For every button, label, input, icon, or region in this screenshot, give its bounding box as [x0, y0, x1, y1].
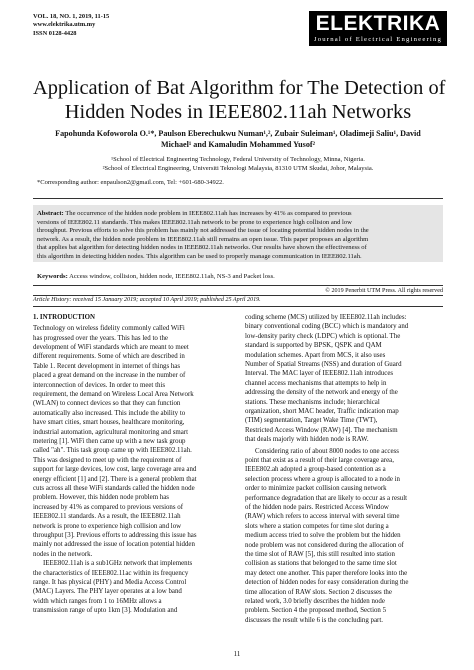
- body-line: (MAC) Layers. The PHY layer operates at a low band: [33, 588, 182, 596]
- body-line: selection process where a group is allocated to a node in: [245, 475, 400, 483]
- body-line: industrial automation, agricultural monitoring and smart: [33, 428, 189, 436]
- body-line: nodes in the network.: [33, 550, 93, 558]
- body-line: organization, short MAC header, Traffic indication map: [245, 408, 399, 415]
- logo-name: ELEKTRIKA: [315, 12, 441, 35]
- journal-logo: [309, 11, 447, 46]
- copyright-notice: © 2019 Penerbit UTM Press. All rights reserved: [325, 288, 443, 294]
- abstract-line: versions of IEEE802.11 standards. This makes IEEE802.11ah network to be prone to experience high collision and low: [37, 218, 352, 226]
- keywords-label: Keywords:: [37, 273, 68, 280]
- author-line: Michael¹ and Kamaludin Mohammed Yusof²: [160, 139, 315, 149]
- body-line: modulation schemes. Apart from MCS, it also uses: [245, 351, 386, 359]
- body-line: low-density parity check (LDPC) which is optional. The: [245, 332, 401, 340]
- body-line: range. It has physical (PHY) and Media Access Control: [33, 579, 187, 586]
- issn-info: ISSN 0128-4428: [33, 29, 77, 37]
- body-line: throughput [3]. Previous efforts to addressing this issue has: [33, 532, 197, 539]
- abstract-text: The occurrence of the hidden node problem in IEEE802.11ah has increases by 41% as compared to previous: [65, 210, 352, 217]
- body-line: support for large devices, low cost, large coverage area and: [33, 466, 197, 474]
- title-line: Application of Bat Algorithm for The Detection of: [33, 77, 446, 99]
- body-line: Number of Spatial Streams (NSS) and duration of Guard: [245, 361, 402, 368]
- body-line: may detect one another. This paper therefore looks into the: [245, 569, 408, 577]
- page-number: 11: [233, 650, 241, 658]
- body-line: of the hidden node pairs. Restricted Access Window: [245, 504, 389, 511]
- body-line: binary conventional coding (BCC) which is mandatory and: [245, 323, 409, 331]
- body-line: discusses the result while 6 is the concluding part.: [245, 616, 383, 624]
- divider: [33, 295, 443, 296]
- body-line: slots where a station competes for time slot during a: [245, 522, 389, 530]
- body-line: node problem was not considered during the allocation of: [245, 541, 404, 549]
- divider: [33, 198, 443, 199]
- volume-info: VOL. 18, NO. 1, 2019, 11-15: [33, 13, 110, 20]
- body-line: coding scheme (MCS) utilized by IEEE802.11ah includes:: [245, 314, 407, 321]
- article-history: Article History: received 15 January 2019; accepted 10 April 2019; published 25 April 2019.: [33, 297, 261, 303]
- body-line: related work, 3.0 briefly describes the hidden node: [245, 598, 385, 605]
- body-line: Table 1. Recent development in internet of things has: [33, 362, 181, 370]
- body-line: energy efficient [1] and [2]. There is a general problem that: [33, 475, 197, 483]
- abstract-line-first: [37, 210, 352, 217]
- body-line: (RAW) which refers to access interval with several time: [245, 513, 400, 521]
- body-line: has progressed over the years. This has led to the: [33, 334, 168, 342]
- body-line: mainly not addressed the issue of location potential hidden: [33, 541, 195, 549]
- body-line: different requirements. Some of which are described in: [33, 353, 185, 361]
- body-line: requirement, the demand on Wireless Local Area Network: [33, 391, 194, 398]
- body-line: the time slot of RAW [5], this still resulted into station: [245, 551, 395, 558]
- body-line: stations. These mechanisms include; hierarchical: [245, 398, 380, 406]
- body-line: point that exist as a result of their large coverage area,: [245, 457, 394, 464]
- body-line: addressing the density of the network and energy of the: [245, 389, 398, 397]
- keywords: [37, 273, 275, 280]
- corresponding-author: *Corresponding author: enpaulson2@gmail.com, Tel: +601-680-34922.: [37, 179, 224, 186]
- section-heading: 1. INTRODUCTION: [33, 314, 96, 321]
- body-line: channel access mechanisms that attempts to help in: [245, 379, 387, 387]
- body-line: detection of hidden nodes for easy consideration during the: [245, 579, 409, 587]
- body-line: This was designed to meet up with the requirement of: [33, 456, 182, 464]
- author-list: [33, 129, 443, 150]
- body-line: problem. Section 4 the proposed method, Section 5: [245, 607, 387, 615]
- body-line: increased by 41% as compared to previous versions of: [33, 503, 184, 511]
- journal-meta: [33, 13, 109, 38]
- affiliations: [60, 155, 416, 173]
- body-line: (TIM) segmentation, Target Wake Time (TWT),: [245, 417, 378, 425]
- abstract-line: that applies bat algorithm for detecting hidden nodes in IEEE802.11ah networks. Our results have shown the effectiveness of: [37, 244, 367, 252]
- body-line: IEEE802.ah adopted a group-based contention as a: [245, 466, 386, 474]
- body-line: metering [1]. WiFi then came up with a new task group: [33, 438, 186, 445]
- body-line: time allocation of RAW slots. Section 2 discusses the: [245, 588, 392, 596]
- body-line: Interval. The MAC layer of IEEE802.11ah introduces: [245, 370, 394, 378]
- body-line: order to minimize packet collision causing network: [245, 485, 387, 493]
- body-line: (WLAN) to connect devices so that they can function: [33, 400, 181, 408]
- body-line: interconnection of devices. In order to meet this: [33, 381, 166, 389]
- body-line: transmission range of upto 1km [3]. Modulation and: [33, 607, 178, 615]
- abstract-line: throughput. Previous efforts to solve this problem has mainly not addressed the issue of locating potential hidden nodes in the: [37, 227, 369, 235]
- body-line: medium access tried to solve the problem but the hidden: [245, 532, 401, 540]
- paper-title: [33, 76, 446, 124]
- logo-subtitle: Journal of Electrical Engineering: [313, 36, 443, 43]
- body-line: performance degradation that are likely to occur as a result: [245, 494, 408, 502]
- body-line: that deals majorly with hidden node is RAW.: [245, 436, 369, 444]
- body-line: development of WiFi standards which are meant to meet: [33, 344, 189, 351]
- body-line: IEEE802.11ah is a sub1GHz network that implements: [43, 560, 193, 568]
- abstract-label: Abstract:: [37, 210, 64, 217]
- body-line: IEEE802.11 standards. As a result, the IEEE802.11ah: [33, 513, 181, 521]
- body-line: problem. However, this hidden node problem has: [33, 494, 169, 502]
- body-line: have smart cities, smart houses, healthcare monitoring,: [33, 419, 185, 427]
- divider: [33, 306, 443, 307]
- keywords-text: Access window, collision, hidden node, IEEE802.11ah, NS-3 and Packet loss.: [69, 273, 275, 280]
- body-line: Considering ratio of about 8000 nodes to one access: [255, 447, 399, 455]
- body-line: the characteristics of IEEE802.11ac within its frequency: [33, 569, 189, 577]
- divider: [33, 285, 443, 286]
- body-line: standard is supported by BPSK, QSPK and QAM: [245, 342, 382, 350]
- affiliation-line: ²School of Electrical Engineering, Universiti Teknologi Malaysia, 81310 UTM Skudai, Johor, Malaysia.: [102, 165, 374, 173]
- body-line: network is prone to experience high collision and low: [33, 522, 182, 530]
- body-line: collision as stations that belonged to the same time slot: [245, 560, 397, 568]
- affiliation-line: ¹School of Electrical Engineering Technology, Federal University of Technology, Minna, Nigeria.: [111, 156, 365, 163]
- author-line: Fapohunda Kofoworola O.¹*, Paulson Eberechukwu Numan¹,², Zubair Suleiman¹, Oladimeji Saliu¹, David: [55, 129, 421, 138]
- body-line: cuts across all these WiFi standards called the hidden node: [33, 485, 195, 492]
- website-link[interactable]: www.elektrika.utm.my: [33, 21, 96, 29]
- title-line: Hidden Nodes in IEEE802.11ah Networks: [64, 101, 412, 123]
- body-line: placed a great demand on the increase in the number of: [33, 372, 186, 380]
- body-line: Technology on wireless fidelity commonly called WiFi: [33, 325, 185, 333]
- body-line: automatically also increased. This include the ability to: [33, 409, 186, 417]
- body-line: width which ranges from 1 to 16MHz allows a: [33, 597, 162, 605]
- body-line: Restricted Access Window (RAW) [4]. The mechanism: [245, 426, 398, 434]
- abstract-line: this algorithm in detecting hidden nodes. This algorithm can be used to properly manage communication in IEEE802.11ah.: [37, 253, 362, 260]
- body-line: called "ah". This task group came up with IEEE802.11ah.: [33, 447, 192, 455]
- abstract-line: network. As a result, the hidden node problem in IEEE802.11ah still remains an open issue. This paper proposes an algorithm: [37, 235, 369, 243]
